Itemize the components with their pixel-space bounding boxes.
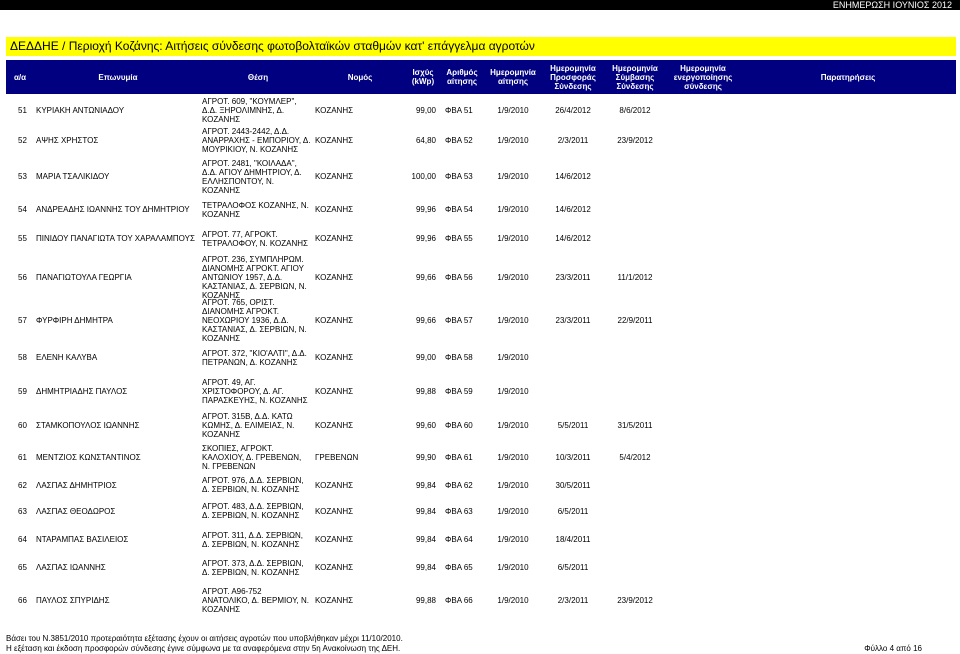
footer-note-1: Βάσει του Ν.3851/2010 προτεραιότητα εξέτασης έχουν οι αιτήσεις αγροτών που υποβλήθηκαν μέχρι 11/10/2010. [6,634,403,643]
cell-app-no: ΦΒΑ 62 [445,480,473,490]
cell-offer-date: 2/3/2011 [557,136,589,145]
cell-location: ΑΓΡΟΤ. 236, ΣΥΜΠΛΗΡΩΜ. ΔΙΑΝΟΜΗΣ ΑΓΡΟΚΤ. ΑΓΙΟΥ ΑΝΤΩΝΙΟΥ 1957, Δ.Δ. ΚΑΣΤΑΝΙΑΣ, Δ. ΣΕΡΒΙΩΝ, Ν. ΚΟΖΑΝΗΣ [202,255,307,300]
cell-offer-date: 6/5/2011 [557,563,589,572]
col-header-prefecture: Νομός [347,72,373,82]
cell-location: ΑΓΡΟΤ. 372, "ΚΙΟ'ΑΛΤΙ", Δ.Δ. ΠΕΤΡΑΝΩΝ, Δ. ΚΟΖΑΝΗΣ [202,348,307,367]
cell-app-no: ΦΒΑ 66 [445,595,473,605]
cell-app-no: ΦΒΑ 57 [445,316,473,325]
cell-name: ΔΗΜΗΤΡΙΑΔΗΣ ΠΑΥΛΟΣ [36,386,128,396]
cell-contract-date [604,554,666,581]
cell-activation-date [666,298,740,343]
table-row [6,298,956,343]
cell-app-date: 1/9/2010 [497,386,529,396]
cell-location: ΑΓΡΟΤ. 609, "ΚΟΥΜΛΕΡ", Δ.Δ. ΞΗΡΟΛΙΜΝΗΣ, Δ. ΚΟΖΑΝΗΣ [202,97,297,124]
cell-offer-date: 14/6/2012 [555,205,591,214]
cell-app-no: ΦΒΑ 54 [445,205,473,214]
cell-activation-date [666,257,740,298]
cell-activation-date [666,199,740,220]
cell-contract-date [604,156,666,197]
cell-offer-date: 2/3/2011 [557,595,589,605]
cell-no: 53 [18,172,27,181]
cell-app-date: 1/9/2010 [497,172,529,181]
cell-power: 99,96 [415,205,436,214]
cell-offer-date: 6/5/2011 [557,506,589,516]
cell-offer-date: 23/3/2011 [555,273,591,282]
cell-prefecture: ΚΟΖΑΝΗΣ [315,386,354,396]
cell-location: ΣΚΟΠΙΕΣ, ΑΓΡΟΚΤ. ΚΑΛΟΧΙΟΥ, Δ. ΓΡΕΒΕΝΩΝ, Ν. ΓΡΕΒΕΝΩΝ [202,443,302,471]
cell-location: ΤΕΤΡΑΛΟΦΟΣ ΚΟΖΑΝΗΣ, Ν. ΚΟΖΑΝΗΣ [202,200,309,219]
cell-offer-date: 18/4/2011 [555,535,591,544]
cell-offer-date: 5/5/2011 [557,421,589,430]
cell-prefecture: ΚΟΖΑΝΗΣ [315,563,354,572]
cell-no: 63 [18,506,27,516]
cell-activation-date [666,343,740,372]
cell-app-date: 1/9/2010 [497,353,529,362]
col-header-location: Θέση [247,72,269,82]
table-header [6,60,956,94]
cell-location: ΑΓΡΟΤ. 976, Δ.Δ. ΣΕΡΒΙΩΝ, Δ. ΣΕΡΒΙΩΝ, Ν. ΚΟΖΑΝΗΣ [202,476,304,494]
cell-power: 99,84 [415,506,436,516]
table-row [6,156,956,197]
cell-activation-date [666,410,740,441]
cell-app-no: ΦΒΑ 52 [445,136,473,145]
cell-name: ΛΑΣΠΑΣ ΙΩΑΝΝΗΣ [36,563,106,572]
cell-app-date: 1/9/2010 [497,480,529,490]
cell-power: 99,66 [415,273,436,282]
cell-power: 99,00 [415,106,436,115]
cell-contract-date [604,497,666,525]
cell-app-no: ΦΒΑ 64 [445,535,473,544]
cell-no: 51 [18,106,27,115]
cell-no: 65 [18,563,27,572]
table-row [6,473,956,497]
cell-app-date: 1/9/2010 [497,106,529,115]
cell-name: ΦΥΡΦΙΡΗ ΔΗΜΗΤΡΑ [36,316,113,325]
cell-activation-date [666,473,740,497]
cell-location: ΑΓΡΟΤ. 311, Δ.Δ. ΣΕΡΒΙΩΝ, Δ. ΣΕΡΒΙΩΝ, Ν. ΚΟΖΑΝΗΣ [202,530,304,549]
cell-prefecture: ΚΟΖΑΝΗΣ [315,353,354,362]
cell-contract-date [604,199,666,220]
cell-app-date: 1/9/2010 [497,563,529,572]
table-row [6,125,956,156]
cell-activation-date [666,156,740,197]
cell-contract-date [604,372,666,410]
col-header-no: α/α [13,72,27,82]
cell-offer-date [542,343,604,372]
cell-offer-date: 10/3/2011 [555,452,591,462]
cell-app-date: 1/9/2010 [497,595,529,605]
cell-app-no: ΦΒΑ 51 [445,106,473,115]
cell-app-no: ΦΒΑ 58 [445,353,473,362]
cell-app-date: 1/9/2010 [497,421,529,430]
cell-prefecture: ΚΟΖΑΝΗΣ [315,106,354,115]
footer-note-2: Η εξέταση και έκδοση προσφορών σύνδεσης έγινε σύμφωνα με τα αναφερόμενα στην 5η Ανακοίνωση της ΔΕΗ. [6,644,401,653]
cell-location: ΑΓΡΟΤ. Α96-752 ΑΝΑΤΟΛΙΚΟ, Δ. ΒΕΡΜΙΟΥ, Ν. ΚΟΖΑΝΗΣ [202,586,309,614]
col-header-name: Επωνυμία [98,72,138,82]
table-row [6,410,956,441]
cell-no: 66 [18,595,27,605]
cell-power: 99,88 [415,595,436,605]
cell-no: 54 [18,205,27,214]
cell-contract-date: 23/9/2012 [617,136,653,145]
cell-name: ΝΤΑΡΑΜΠΑΣ ΒΑΣΙΛΕΙΟΣ [36,535,129,544]
cell-prefecture: ΓΡΕΒΕΝΩΝ [315,452,359,462]
cell-location: ΑΓΡΟΤ. 315Β, Δ.Δ. ΚΑΤΩ ΚΩΜΗΣ, Δ. ΕΛΙΜΕΙΑΣ, Ν. ΚΟΖΑΝΗΣ [202,412,295,439]
cell-location: ΑΓΡΟΤ. 49, ΑΓ. ΧΡΙΣΤΟΦΟΡΟΥ, Δ. ΑΓ. ΠΑΡΑΣΚΕΥΗΣ, Ν. ΚΟΖΑΝΗΣ [202,377,308,405]
table-row [6,497,956,525]
cell-location: ΑΓΡΟΤ. 373, Δ.Δ. ΣΕΡΒΙΩΝ, Δ. ΣΕΡΒΙΩΝ, Ν. ΚΟΖΑΝΗΣ [202,558,304,577]
cell-app-date: 1/9/2010 [497,316,529,325]
cell-offer-date: 26/4/2012 [555,106,591,115]
cell-app-no: ΦΒΑ 59 [445,386,473,396]
cell-app-no: ΦΒΑ 55 [445,234,473,243]
cell-app-no: ΦΒΑ 56 [445,273,473,282]
cell-power: 99,00 [415,353,436,362]
table-row [6,96,956,125]
cell-activation-date [666,125,740,156]
top-bar [0,0,960,10]
cell-contract-date [604,525,666,554]
cell-location: ΑΓΡΟΤ. 483, Δ.Δ. ΣΕΡΒΙΩΝ, Δ. ΣΕΡΒΙΩΝ, Ν. ΚΟΖΑΝΗΣ [202,502,304,520]
cell-name: ΑΨΗΣ ΧΡΗΣΤΟΣ [36,136,99,145]
table-row [6,199,956,220]
cell-location: ΑΓΡΟΤ. 77, ΑΓΡΟΚΤ. ΤΕΤΡΑΛΟΦΟΥ, Ν. ΚΟΖΑΝΗΣ [202,229,308,248]
cell-location: ΑΓΡΟΤ. 2481, "ΚΟΙΛΑΔΑ", Δ.Δ. ΑΓΙΟΥ ΔΗΜΗΤΡΙΟΥ, Δ. ΕΛΛΗΣΠΟΝΤΟΥ, Ν. ΚΟΖΑΝΗΣ [202,158,302,195]
cell-contract-date [604,220,666,257]
cell-no: 62 [18,480,27,490]
cell-offer-date: 14/6/2012 [555,172,591,181]
table-row [6,525,956,554]
cell-contract-date: 5/4/2012 [619,452,651,462]
table-row [6,372,956,410]
cell-offer-date: 23/3/2011 [555,316,591,325]
cell-activation-date [666,220,740,257]
cell-prefecture: ΚΟΖΑΝΗΣ [315,480,354,490]
cell-activation-date [666,525,740,554]
cell-no: 52 [18,136,27,145]
cell-name: ΜΑΡΙΑ ΤΣΑΛΙΚΙΔΟΥ [36,172,110,181]
cell-activation-date [666,497,740,525]
cell-power: 64,80 [415,136,436,145]
cell-app-no: ΦΒΑ 60 [445,421,473,430]
cell-app-date: 1/9/2010 [497,234,529,243]
cell-power: 99,96 [415,234,436,243]
cell-power: 99,66 [415,316,436,325]
cell-name: ΣΤΑΜΚΟΠΟΥΛΟΣ ΙΩΑΝΝΗΣ [36,421,140,430]
cell-name: ΛΑΣΠΑΣ ΔΗΜΗΤΡΙΟΣ [36,480,117,490]
cell-power: 99,84 [415,563,436,572]
page-number: Φύλλο 4 από 16 [864,644,922,653]
table-row [6,220,956,257]
cell-prefecture: ΚΟΖΑΝΗΣ [315,595,354,605]
cell-app-no: ΦΒΑ 65 [445,563,473,572]
cell-prefecture: ΚΟΖΑΝΗΣ [315,316,354,325]
cell-activation-date [666,441,740,473]
table-row [6,441,956,473]
cell-contract-date: 22/9/2011 [617,316,653,325]
cell-name: ΑΝΔΡΕΑΔΗΣ ΙΩΑΝΝΗΣ ΤΟΥ ΔΗΜΗΤΡΙΟΥ [36,205,190,214]
cell-name: ΠΙΝΙΔΟΥ ΠΑΝΑΓΙΩΤΑ ΤΟΥ ΧΑΡΑΛΑΜΠΟΥΣ [36,234,195,243]
cell-location: ΑΓΡΟΤ. 765, ΟΡΙΣΤ. ΔΙΑΝΟΜΗΣ ΑΓΡΟΚΤ. ΝΕΟΧΩΡΙΟΥ 1936, Δ.Δ. ΚΑΣΤΑΝΙΑΣ, Δ. ΣΕΡΒΙΩΝ, Ν. ΚΟΖΑΝΗΣ [202,298,307,343]
col-header-power: Ισχύς (kWp) [411,68,435,86]
cell-activation-date [666,372,740,410]
page-title: ΔΕΔΔΗΕ / Περιοχή Κοζάνης: Αιτήσεις σύνδεσης φωτοβολταϊκών σταθμών κατ' επάγγελμα αγροτών [6,37,956,56]
cell-location: ΑΓΡΟΤ. 2443-2442, Δ.Δ. ΑΝΑΡΡΑΧΗΣ - ΕΜΠΟΡΙΟΥ, Δ. ΜΟΥΡΙΚΙΟΥ, Ν. ΚΟΖΑΝΗΣ [202,127,311,154]
cell-prefecture: ΚΟΖΑΝΗΣ [315,172,354,181]
cell-no: 59 [18,386,27,396]
cell-contract-date: 8/6/2012 [619,106,651,115]
cell-prefecture: ΚΟΖΑΝΗΣ [315,136,354,145]
col-header-remarks: Παρατηρήσεις [820,72,876,82]
col-header-app-no: Αριθμός αίτησης [446,68,478,86]
cell-app-date: 1/9/2010 [497,535,529,544]
cell-app-no: ΦΒΑ 53 [445,172,473,181]
cell-no: 61 [18,452,27,462]
col-header-contract-date: Ημερομηνία Σύμβασης Σύνδεσης [612,63,658,91]
cell-power: 99,84 [415,480,436,490]
cell-app-date: 1/9/2010 [497,273,529,282]
update-label: ΕΝΗΜΕΡΩΣΗ ΙΟΥΝΙΟΣ 2012 [832,0,952,10]
cell-prefecture: ΚΟΖΑΝΗΣ [315,535,354,544]
col-header-activation-date: Ημερομηνία ενεργοποίησης σύνδεσης [673,63,733,91]
table-row [6,257,956,298]
cell-prefecture: ΚΟΖΑΝΗΣ [315,205,354,214]
cell-app-no: ΦΒΑ 63 [445,506,473,516]
cell-contract-date [604,473,666,497]
cell-app-date: 1/9/2010 [497,205,529,214]
cell-no: 60 [18,421,27,430]
cell-activation-date [666,554,740,581]
cell-name: ΠΑΝΑΓΙΩΤΟΥΛΑ ΓΕΩΡΓΙΑ [36,273,132,282]
cell-contract-date: 23/9/2012 [617,595,653,605]
cell-prefecture: ΚΟΖΑΝΗΣ [315,506,354,516]
cell-name: ΠΑΥΛΟΣ ΣΠΥΡΙΔΗΣ [36,595,110,605]
cell-app-date: 1/9/2010 [497,136,529,145]
cell-power: 99,84 [415,535,436,544]
cell-prefecture: ΚΟΖΑΝΗΣ [315,273,354,282]
cell-app-no: ΦΒΑ 61 [445,452,473,462]
table-row [6,343,956,372]
cell-power: 100,00 [411,172,436,181]
col-header-offer-date: Ημερομηνία Προσφοράς Σύνδεσης [550,63,596,91]
cell-app-date: 1/9/2010 [497,506,529,516]
cell-offer-date [542,372,604,410]
cell-power: 99,60 [415,421,436,430]
cell-no: 64 [18,535,27,544]
cell-no: 57 [18,316,27,325]
cell-name: ΚΥΡΙΑΚΗ ΑΝΤΩΝΙΑΔΟΥ [36,106,125,115]
cell-offer-date: 14/6/2012 [555,234,591,243]
cell-name: ΜΕΝΤΖΙΟΣ ΚΩΝΣΤΑΝΤΙΝΟΣ [36,452,141,462]
cell-prefecture: ΚΟΖΑΝΗΣ [315,421,354,430]
cell-activation-date [666,581,740,619]
cell-offer-date: 30/5/2011 [555,480,591,490]
cell-power: 99,88 [415,386,436,396]
cell-contract-date [604,343,666,372]
cell-name: ΕΛΕΝΗ ΚΑΛΥΒΑ [36,353,98,362]
table-row [6,581,956,619]
cell-prefecture: ΚΟΖΑΝΗΣ [315,234,354,243]
cell-no: 56 [18,273,27,282]
cell-contract-date: 31/5/2011 [617,421,653,430]
cell-name: ΛΑΣΠΑΣ ΘΕΟΔΩΡΟΣ [36,506,116,516]
cell-no: 58 [18,353,27,362]
cell-activation-date [666,96,740,125]
cell-power: 99,90 [415,452,436,462]
col-header-app-date: Ημερομηνία αίτησης [490,68,536,86]
cell-app-date: 1/9/2010 [497,452,529,462]
table-row [6,554,956,581]
cell-contract-date: 11/1/2012 [617,273,653,282]
cell-no: 55 [18,234,27,243]
